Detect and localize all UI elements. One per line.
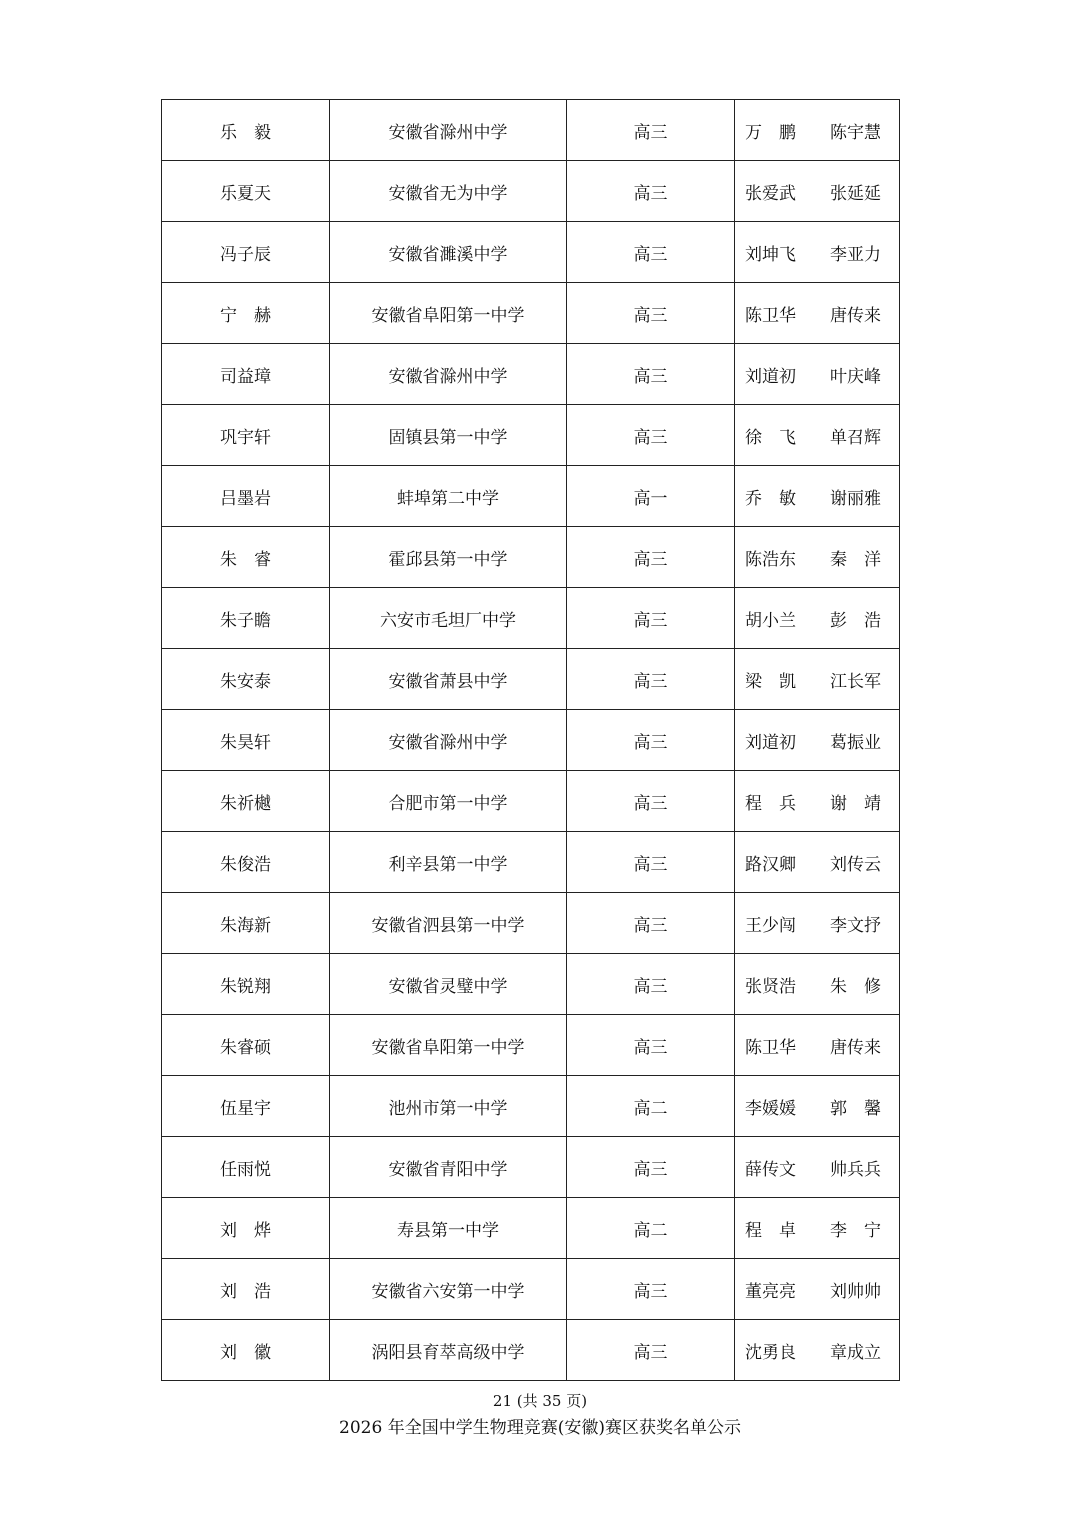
school-cell: 安徽省阜阳第一中学	[330, 1015, 567, 1076]
coach-pair	[735, 789, 899, 814]
school-cell: 安徽省濉溪中学	[330, 222, 567, 283]
table-row	[162, 344, 900, 405]
coach-name-2: 葛振业	[830, 732, 881, 753]
grade-cell: 高三	[567, 710, 735, 771]
grade-cell: 高三	[567, 405, 735, 466]
grade-cell: 高二	[567, 1198, 735, 1259]
grade-cell: 高三	[567, 100, 735, 161]
coach-name-1: 程 卓	[745, 1220, 796, 1241]
coach-pair	[735, 1094, 899, 1119]
student-name-cell: 任雨悦	[162, 1137, 330, 1198]
table-row	[162, 1320, 900, 1381]
coach-name-2: 陈宇慧	[830, 122, 881, 143]
student-name-cell: 朱安泰	[162, 649, 330, 710]
coach-cell	[735, 283, 900, 344]
coach-name-2: 刘传云	[830, 854, 881, 875]
coach-pair	[735, 240, 899, 265]
grade-cell: 高三	[567, 161, 735, 222]
coach-name-1: 徐 飞	[745, 427, 796, 448]
grade-cell: 高三	[567, 344, 735, 405]
coach-pair	[735, 972, 899, 997]
coach-name-1: 胡小兰	[745, 610, 796, 631]
student-name-cell: 朱祈樾	[162, 771, 330, 832]
table-row	[162, 466, 900, 527]
coach-cell	[735, 1320, 900, 1381]
grade-cell: 高三	[567, 954, 735, 1015]
table-row	[162, 161, 900, 222]
coach-name-1: 万 鹏	[745, 122, 796, 143]
student-name-cell: 巩宇轩	[162, 405, 330, 466]
coach-pair	[735, 118, 899, 143]
school-cell: 安徽省阜阳第一中学	[330, 283, 567, 344]
coach-cell	[735, 771, 900, 832]
coach-name-1: 董亮亮	[745, 1281, 796, 1302]
school-cell: 安徽省泗县第一中学	[330, 893, 567, 954]
coach-name-2: 唐传来	[830, 305, 881, 326]
coach-name-2: 郭 馨	[830, 1098, 881, 1119]
table-row	[162, 1137, 900, 1198]
coach-name-1: 程 兵	[745, 793, 796, 814]
coach-cell	[735, 405, 900, 466]
coach-pair	[735, 179, 899, 204]
table-row	[162, 1198, 900, 1259]
coach-pair	[735, 667, 899, 692]
table-row	[162, 100, 900, 161]
school-cell: 合肥市第一中学	[330, 771, 567, 832]
coach-pair	[735, 484, 899, 509]
coach-name-1: 王少闯	[745, 915, 796, 936]
table-row	[162, 283, 900, 344]
award-list-body	[162, 100, 900, 1381]
coach-cell	[735, 1076, 900, 1137]
table-row	[162, 954, 900, 1015]
school-cell: 六安市毛坦厂中学	[330, 588, 567, 649]
grade-cell: 高三	[567, 1137, 735, 1198]
table-row	[162, 1076, 900, 1137]
grade-cell: 高三	[567, 1259, 735, 1320]
student-name-cell: 刘 浩	[162, 1259, 330, 1320]
grade-cell: 高三	[567, 1320, 735, 1381]
coach-pair	[735, 301, 899, 326]
table-row	[162, 649, 900, 710]
coach-pair	[735, 1277, 899, 1302]
coach-name-2: 李亚力	[830, 244, 881, 265]
award-list-table	[161, 99, 900, 1381]
coach-cell	[735, 649, 900, 710]
coach-pair	[735, 911, 899, 936]
student-name-cell: 冯子辰	[162, 222, 330, 283]
student-name-cell: 刘 烨	[162, 1198, 330, 1259]
table-row	[162, 1015, 900, 1076]
grade-cell: 高三	[567, 832, 735, 893]
document-footer-title: 2026 年全国中学生物理竞赛(安徽)赛区获奖名单公示	[339, 1418, 741, 1438]
table-row	[162, 893, 900, 954]
coach-name-1: 李媛媛	[745, 1098, 796, 1119]
coach-cell	[735, 1137, 900, 1198]
student-name-cell: 朱海新	[162, 893, 330, 954]
coach-name-2: 李 宁	[830, 1220, 881, 1241]
coach-pair	[735, 850, 899, 875]
grade-cell: 高一	[567, 466, 735, 527]
student-name-cell: 伍星宇	[162, 1076, 330, 1137]
coach-name-1: 梁 凯	[745, 671, 796, 692]
student-name-cell: 朱 睿	[162, 527, 330, 588]
coach-pair	[735, 362, 899, 387]
coach-name-2: 李文抒	[830, 915, 881, 936]
school-cell: 安徽省六安第一中学	[330, 1259, 567, 1320]
school-cell: 利辛县第一中学	[330, 832, 567, 893]
coach-name-1: 薛传文	[745, 1159, 796, 1180]
student-name-cell: 朱睿硕	[162, 1015, 330, 1076]
school-cell: 安徽省滁州中学	[330, 344, 567, 405]
grade-cell: 高三	[567, 1015, 735, 1076]
student-name-cell: 刘 徽	[162, 1320, 330, 1381]
student-name-cell: 朱昊轩	[162, 710, 330, 771]
coach-name-2: 朱 修	[830, 976, 881, 997]
coach-cell	[735, 161, 900, 222]
coach-cell	[735, 893, 900, 954]
school-cell: 安徽省灵璧中学	[330, 954, 567, 1015]
coach-cell	[735, 222, 900, 283]
grade-cell: 高三	[567, 771, 735, 832]
coach-pair	[735, 1338, 899, 1363]
student-name-cell: 朱子瞻	[162, 588, 330, 649]
school-cell: 霍邱县第一中学	[330, 527, 567, 588]
table-row	[162, 710, 900, 771]
grade-cell: 高三	[567, 588, 735, 649]
coach-cell	[735, 710, 900, 771]
coach-cell	[735, 832, 900, 893]
coach-cell	[735, 344, 900, 405]
coach-pair	[735, 1033, 899, 1058]
coach-pair	[735, 1155, 899, 1180]
school-cell: 涡阳县育萃高级中学	[330, 1320, 567, 1381]
coach-name-1: 刘坤飞	[745, 244, 796, 265]
grade-cell: 高三	[567, 893, 735, 954]
coach-cell	[735, 954, 900, 1015]
coach-name-1: 陈卫华	[745, 1037, 796, 1058]
coach-name-1: 沈勇良	[745, 1342, 796, 1363]
coach-pair	[735, 423, 899, 448]
table-row	[162, 1259, 900, 1320]
coach-cell	[735, 1198, 900, 1259]
coach-name-2: 叶庆峰	[830, 366, 881, 387]
grade-cell: 高三	[567, 222, 735, 283]
coach-name-1: 刘道初	[745, 366, 796, 387]
coach-name-2: 帅兵兵	[830, 1159, 881, 1180]
coach-pair	[735, 1216, 899, 1241]
school-cell: 安徽省滁州中学	[330, 710, 567, 771]
coach-pair	[735, 606, 899, 631]
table-row	[162, 771, 900, 832]
coach-cell	[735, 1015, 900, 1076]
student-name-cell: 司益璋	[162, 344, 330, 405]
coach-name-2: 张延延	[830, 183, 881, 204]
grade-cell: 高三	[567, 649, 735, 710]
coach-name-2: 谢丽雅	[830, 488, 881, 509]
coach-cell	[735, 100, 900, 161]
coach-name-2: 谢 靖	[830, 793, 881, 814]
coach-pair	[735, 545, 899, 570]
school-cell: 池州市第一中学	[330, 1076, 567, 1137]
student-name-cell: 朱俊浩	[162, 832, 330, 893]
coach-cell	[735, 588, 900, 649]
coach-name-2: 唐传来	[830, 1037, 881, 1058]
school-cell: 固镇县第一中学	[330, 405, 567, 466]
table-row	[162, 588, 900, 649]
coach-name-1: 陈浩东	[745, 549, 796, 570]
table-row	[162, 222, 900, 283]
coach-name-2: 刘帅帅	[830, 1281, 881, 1302]
coach-name-1: 陈卫华	[745, 305, 796, 326]
coach-name-1: 张爱武	[745, 183, 796, 204]
coach-name-2: 彭 浩	[830, 610, 881, 631]
student-name-cell: 吕墨岩	[162, 466, 330, 527]
coach-name-1: 刘道初	[745, 732, 796, 753]
student-name-cell: 乐 毅	[162, 100, 330, 161]
student-name-cell: 乐夏天	[162, 161, 330, 222]
coach-name-1: 乔 敏	[745, 488, 796, 509]
coach-name-1: 路汉卿	[745, 854, 796, 875]
coach-name-2: 秦 洋	[830, 549, 881, 570]
grade-cell: 高三	[567, 283, 735, 344]
school-cell: 安徽省无为中学	[330, 161, 567, 222]
coach-name-2: 单召辉	[830, 427, 881, 448]
coach-pair	[735, 728, 899, 753]
coach-cell	[735, 1259, 900, 1320]
coach-name-2: 章成立	[830, 1342, 881, 1363]
page-number: 21 (共 35 页)	[492, 1392, 588, 1410]
table-row	[162, 527, 900, 588]
school-cell: 安徽省萧县中学	[330, 649, 567, 710]
school-cell: 安徽省青阳中学	[330, 1137, 567, 1198]
student-name-cell: 朱锐翔	[162, 954, 330, 1015]
coach-cell	[735, 527, 900, 588]
coach-name-1: 张贤浩	[745, 976, 796, 997]
student-name-cell: 宁 赫	[162, 283, 330, 344]
coach-name-2: 江长军	[830, 671, 881, 692]
school-cell: 安徽省滁州中学	[330, 100, 567, 161]
school-cell: 蚌埠第二中学	[330, 466, 567, 527]
grade-cell: 高三	[567, 527, 735, 588]
coach-cell	[735, 466, 900, 527]
table-row	[162, 832, 900, 893]
school-cell: 寿县第一中学	[330, 1198, 567, 1259]
grade-cell: 高二	[567, 1076, 735, 1137]
table-row	[162, 405, 900, 466]
